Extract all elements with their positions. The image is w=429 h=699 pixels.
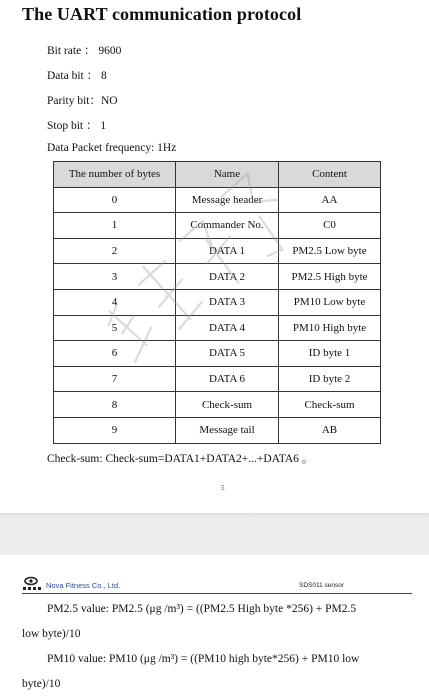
byte-index-cell: 9 (54, 417, 176, 443)
protocol-table (53, 161, 381, 444)
name-cell: DATA 2 (176, 264, 279, 290)
byte-index-cell: 7 (54, 366, 176, 392)
checksum-note: Check-sum: Check-sum=DATA1+DATA2+...+DATA6 。 (47, 453, 314, 465)
param-stop-bit: Stop bit ： 1 (47, 120, 107, 132)
model-name: SDS011 sensor (299, 582, 345, 589)
page-number: 5 (221, 484, 225, 492)
byte-index-cell: 8 (54, 392, 176, 418)
nova-logo-icon (22, 576, 42, 592)
byte-index-cell: 3 (54, 264, 176, 290)
content-cell: PM2.5 High byte (279, 264, 381, 290)
name-cell: DATA 1 (176, 238, 279, 264)
pm10-formula-line2: byte)/10 (22, 678, 61, 690)
byte-index-cell: 0 (54, 187, 176, 213)
name-cell: DATA 3 (176, 289, 279, 315)
content-cell: ID byte 2 (279, 366, 381, 392)
table-header-row (54, 162, 381, 188)
name-cell: DATA 4 (176, 315, 279, 341)
document-title: The UART communication protocol (22, 4, 302, 24)
byte-index-cell: 1 (54, 213, 176, 239)
table-row (54, 187, 381, 213)
content-cell: PM2.5 Low byte (279, 238, 381, 264)
param-packet-frequency: Data Packet frequency: 1Hz (47, 142, 177, 154)
content-cell: C0 (279, 213, 381, 239)
page-break (0, 513, 429, 555)
param-bit-rate: Bit rate ： 9600 (47, 45, 122, 57)
header-divider (22, 593, 412, 594)
column-header: Name (176, 162, 279, 188)
table-row (54, 366, 381, 392)
table-row (54, 341, 381, 367)
table-row (54, 417, 381, 443)
content-cell: AA (279, 187, 381, 213)
table-row (54, 264, 381, 290)
table-row (54, 315, 381, 341)
content-cell: PM10 Low byte (279, 289, 381, 315)
name-cell: Message tail (176, 417, 279, 443)
table-row (54, 238, 381, 264)
pm25-formula-line2: low byte)/10 (22, 628, 81, 640)
byte-index-cell: 6 (54, 341, 176, 367)
content-cell: ID byte 1 (279, 341, 381, 367)
name-cell: Check-sum (176, 392, 279, 418)
content-cell: AB (279, 417, 381, 443)
name-cell: Commander No. (176, 213, 279, 239)
name-cell: DATA 5 (176, 341, 279, 367)
content-cell: PM10 High byte (279, 315, 381, 341)
name-cell: DATA 6 (176, 366, 279, 392)
company-name: Nova Fitness Co., Ltd. (46, 581, 121, 590)
byte-index-cell: 4 (54, 289, 176, 315)
table-row (54, 289, 381, 315)
byte-index-cell: 5 (54, 315, 176, 341)
column-header: Content (279, 162, 381, 188)
param-parity-bit: Parity bit：NO (47, 95, 118, 107)
param-data-bit: Data bit ： 8 (47, 70, 107, 82)
column-header: The number of bytes (54, 162, 176, 188)
name-cell: Message header (176, 187, 279, 213)
byte-index-cell: 2 (54, 238, 176, 264)
pm25-formula-line1: PM2.5 value: PM2.5 (μg /m³) = ((PM2.5 High byte *256) + PM2.5 (47, 603, 357, 615)
table-row (54, 213, 381, 239)
page-break-edge (0, 513, 429, 519)
content-cell: Check-sum (279, 392, 381, 418)
table-row (54, 392, 381, 418)
pm10-formula-line1: PM10 value: PM10 (μg /m³) = ((PM10 high byte*256) + PM10 low (47, 653, 360, 665)
